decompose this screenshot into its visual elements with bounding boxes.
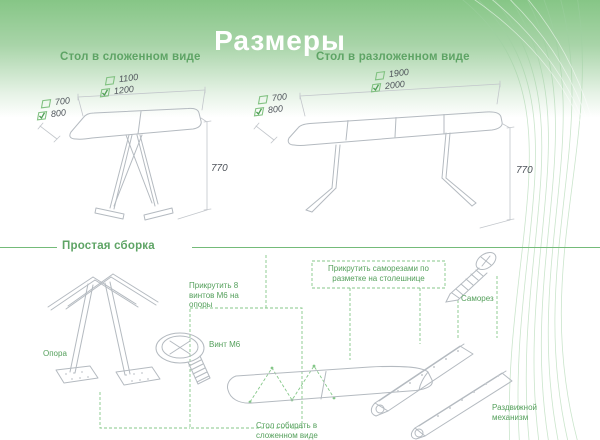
unfolded-height-value: 770 bbox=[516, 165, 533, 176]
bolt-drawing bbox=[152, 322, 216, 402]
step-bolts-label: Прикрутить 8 винтов М6 на опоры bbox=[189, 281, 239, 310]
assemble-note-label: Стол собирать в сложенном виде bbox=[256, 421, 318, 440]
checkbox-unchecked-icon bbox=[256, 94, 269, 104]
dim-value: 700 bbox=[271, 91, 288, 104]
assembly-heading: Простая сборка bbox=[62, 240, 155, 252]
divider-right bbox=[192, 247, 600, 248]
dim-value: 800 bbox=[267, 103, 284, 116]
dim-value: 2000 bbox=[384, 78, 406, 92]
dim-value: 1100 bbox=[118, 71, 139, 85]
dim-value: 700 bbox=[54, 95, 71, 108]
folded-section-heading: Стол в сложенном виде bbox=[60, 51, 201, 63]
dim-value: 1200 bbox=[113, 83, 135, 97]
unfolded-section-heading: Стол в разложенном виде bbox=[316, 51, 470, 63]
checkbox-unchecked-icon bbox=[39, 98, 52, 108]
step-screws-label: Прикрутить саморезами по разметке на столешнице bbox=[328, 264, 429, 283]
unfolded-table-drawing bbox=[248, 70, 520, 240]
checkbox-checked-icon bbox=[98, 87, 111, 97]
checkbox-checked-icon bbox=[35, 110, 48, 120]
divider-left bbox=[0, 247, 57, 248]
screw-drawing bbox=[436, 246, 502, 314]
bolt-label: Винт М6 bbox=[209, 340, 241, 349]
folded-table-drawing bbox=[30, 68, 245, 240]
sliding-rails-drawing bbox=[360, 328, 515, 440]
checkbox-unchecked-icon bbox=[103, 75, 116, 85]
checkbox-unchecked-icon bbox=[373, 70, 386, 80]
support-label: Опора bbox=[43, 349, 67, 358]
folded-height-value: 770 bbox=[211, 163, 228, 174]
dim-value: 800 bbox=[50, 107, 67, 120]
page-title: Размеры bbox=[214, 24, 346, 56]
checkbox-checked-icon bbox=[252, 106, 265, 116]
dim-value: 1900 bbox=[388, 66, 410, 80]
checkbox-checked-icon bbox=[369, 82, 382, 92]
screw-label: Саморез bbox=[461, 294, 494, 303]
mechanism-label: Раздвижной механизм bbox=[492, 403, 537, 422]
